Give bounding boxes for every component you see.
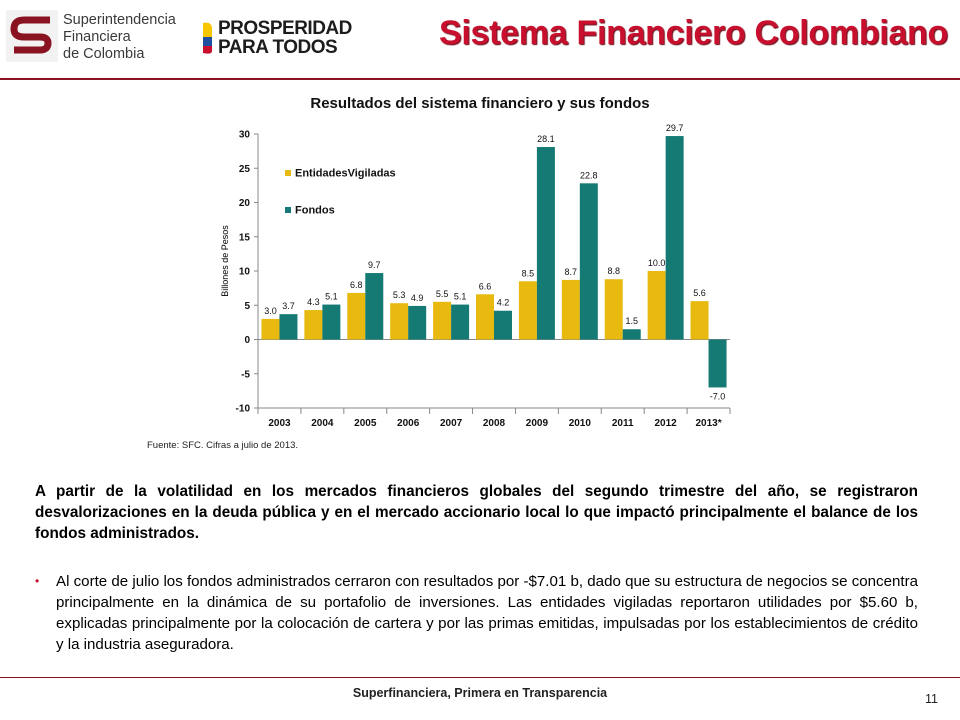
chart-source-note: Fuente: SFC. Cifras a julio de 2013. (147, 440, 299, 451)
bar-fondos (537, 147, 555, 339)
sfc-logo (6, 8, 176, 64)
x-tick-label: 2011 (611, 418, 634, 429)
y-tick-label: 20 (238, 198, 250, 209)
data-label: -7.0 (709, 391, 726, 402)
page-number: 11 (925, 692, 938, 706)
data-label: 5.3 (392, 290, 406, 301)
data-label: 5.5 (435, 288, 449, 299)
data-label: 4.3 (307, 297, 320, 308)
bar-entidades (648, 271, 666, 340)
data-label: 29.7 (665, 123, 684, 134)
prosperidad-line: PARA TODOS (218, 37, 338, 58)
bar-entidades (304, 310, 322, 339)
data-label: 3.7 (282, 301, 295, 312)
data-label: 1.5 (625, 316, 638, 327)
bar-entidades (347, 293, 365, 340)
x-tick-label: 2010 (568, 418, 591, 429)
x-tick-label: 2009 (525, 418, 549, 429)
x-tick-label: 2012 (654, 418, 677, 429)
page-title: Sistema Financiero Colombiano (439, 14, 948, 52)
x-tick-label: 2007 (439, 418, 463, 429)
data-label: 10.0 (647, 258, 666, 268)
prosperidad-logo (200, 16, 350, 60)
bar-fondos (408, 306, 426, 340)
y-tick-label: 25 (238, 163, 250, 175)
bar-fondos (365, 273, 383, 339)
chart-title: Resultados del sistema financiero y sus fondos (310, 95, 650, 112)
x-tick-label: 2006 (397, 418, 420, 429)
data-label: 5.1 (453, 291, 467, 302)
sfc-logo-line: Superintendencia (63, 12, 176, 28)
bar-fondos (623, 329, 641, 339)
bar-entidades (691, 301, 709, 339)
x-tick-label: 2013* (695, 418, 722, 429)
data-label: 8.8 (607, 266, 620, 277)
data-label: 6.8 (350, 279, 363, 290)
y-tick-label: 10 (238, 266, 250, 278)
bar-fondos (451, 305, 469, 340)
data-label: 8.7 (564, 266, 578, 277)
bar-entidades (605, 279, 623, 339)
y-tick-label: 0 (244, 335, 250, 346)
sfc-logo-text (63, 12, 176, 63)
bar-entidades (476, 294, 494, 339)
data-label: 4.9 (410, 292, 424, 303)
legend-swatch (285, 170, 291, 176)
footer-slogan: Superfinanciera, Primera en Transparencia (352, 686, 608, 700)
data-label: 9.7 (368, 260, 381, 271)
lead-paragraph: A partir de la volatilidad en los mercados financieros globales del segundo trimestre del año, se registraron desvalorizaciones en la deuda pública y en el mercado accionario local lo que impactó principalmente el balance de los fondos administrados. (35, 483, 918, 542)
x-tick-label: 2003 (268, 418, 291, 429)
y-tick-label: 15 (238, 232, 250, 244)
bar-fondos (709, 340, 727, 388)
y-tick-label: 30 (238, 129, 250, 141)
prosperidad-line: PROSPERIDAD (218, 18, 352, 39)
sfc-logo-icon (6, 10, 58, 62)
y-tick-label: -5 (241, 369, 250, 381)
data-label: 4.2 (496, 297, 510, 308)
bar-entidades (433, 302, 451, 340)
legend-label: Fondos (295, 204, 335, 217)
data-label: 3.0 (264, 305, 277, 316)
bar-fondos (494, 311, 512, 340)
data-label: 6.6 (478, 281, 492, 292)
sfc-logo-line: de Colombia (63, 46, 145, 62)
prosperidad-logo-text (218, 19, 352, 57)
y-axis-label: Billones de Pesos (220, 225, 230, 297)
data-label: 28.1 (537, 134, 555, 145)
bar-fondos (322, 305, 340, 340)
header-divider (0, 78, 960, 80)
bar-entidades (562, 280, 580, 340)
data-label: 5.1 (325, 291, 338, 302)
bullet-dot-icon: • (35, 574, 40, 588)
sfc-logo-line: Financiera (63, 29, 131, 45)
bar-entidades (519, 281, 537, 339)
bar-entidades (261, 319, 279, 340)
y-tick-label: 5 (244, 300, 250, 312)
colombia-flag-icon (200, 21, 214, 55)
bullet-text: Al corte de julio los fondos administrados cerraron con resultados por -$7.01 b, dado que su estructura de negocios se concentra principalmente en la dinámica de su portafolio de inversiones. Las entidades vigiladas reportaron utilidades por $5.60 b, explicadas principalmente por la colocación de cartera y por las primas emitidas, impulsadas por los establecimientos de crédito y la industria aseguradora. (56, 573, 918, 653)
bar-fondos (666, 136, 684, 339)
results-bar-chart (212, 120, 752, 435)
bar-entidades (390, 303, 408, 339)
footer-divider (0, 677, 960, 678)
bar-fondos (279, 314, 297, 339)
data-label: 8.5 (521, 268, 535, 279)
x-tick-label: 2004 (311, 418, 334, 429)
x-tick-label: 2008 (482, 418, 506, 429)
legend-swatch (285, 207, 291, 213)
data-label: 22.8 (580, 170, 598, 181)
data-label: 5.6 (693, 288, 706, 299)
y-tick-label: -10 (235, 403, 250, 415)
bar-fondos (580, 183, 598, 339)
x-tick-label: 2005 (354, 418, 377, 429)
legend-label: EntidadesVigiladas (295, 167, 396, 180)
